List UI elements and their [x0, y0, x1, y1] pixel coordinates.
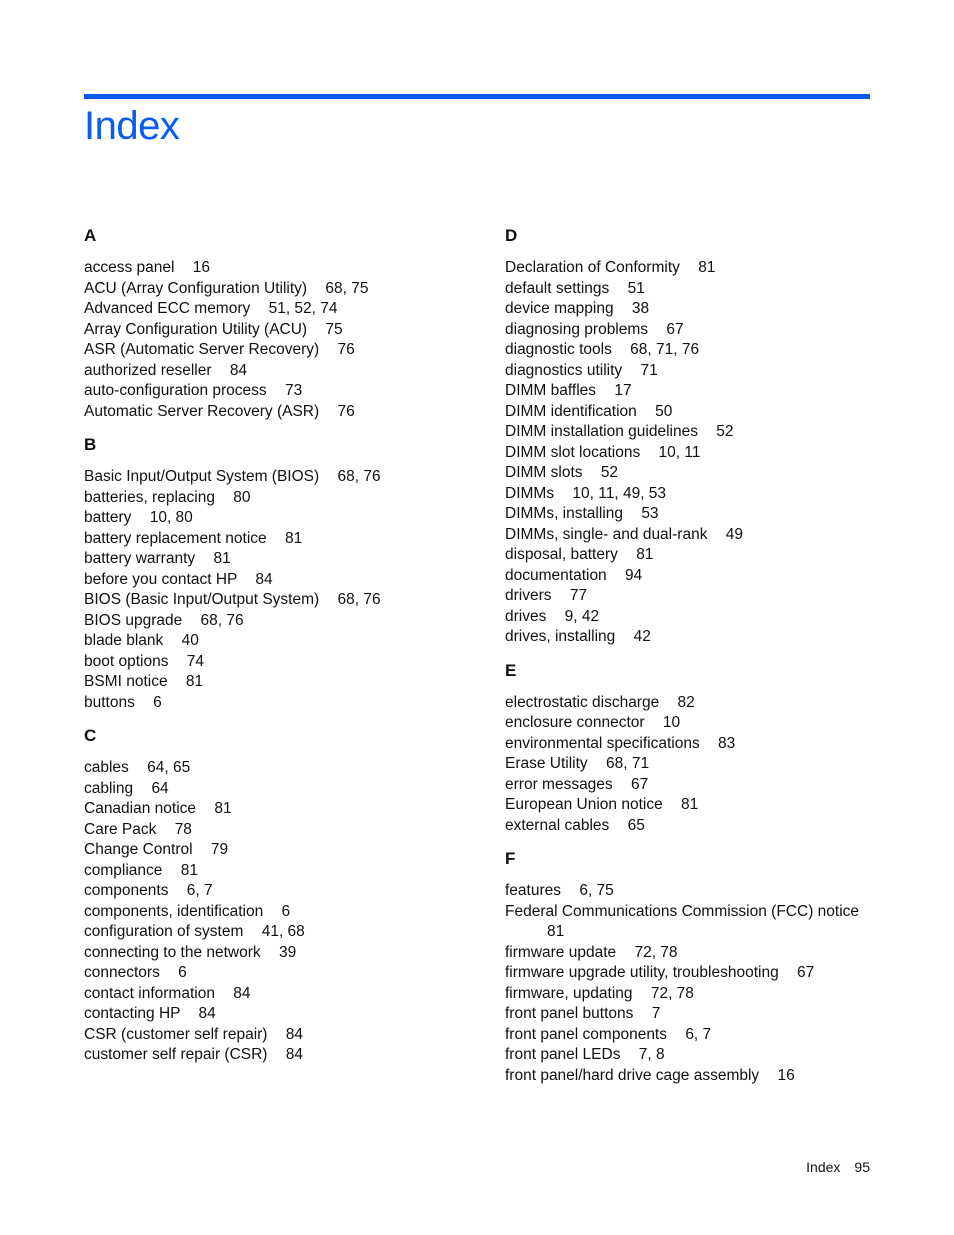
index-term: diagnostic tools	[505, 341, 612, 358]
index-entry	[84, 320, 464, 341]
index-entry	[505, 566, 875, 587]
index-entry	[505, 586, 875, 607]
index-entry	[505, 775, 875, 796]
index-term: CSR (customer self repair)	[84, 1025, 268, 1043]
index-term: disposal, battery	[505, 546, 618, 563]
page-refs: 79	[210, 841, 229, 858]
page-refs: 6, 75	[579, 882, 614, 899]
page-refs: 50	[655, 402, 673, 420]
index-term: Change Control	[84, 841, 193, 858]
page-refs: 51, 52, 74	[268, 300, 338, 317]
index-entry	[84, 488, 464, 509]
index-column-right	[505, 222, 875, 1099]
index-term: DIMM identification	[505, 402, 637, 420]
page-refs: 10, 80	[149, 509, 193, 526]
index-entry	[505, 504, 875, 525]
index-term: components	[84, 882, 169, 899]
page-refs: 72, 78	[650, 984, 694, 1002]
page-refs: 7	[651, 1005, 661, 1022]
footer-label: Index	[806, 1159, 841, 1175]
index-term: enclosure connector	[505, 714, 645, 731]
page-refs: 42	[633, 628, 651, 645]
page-refs: 6, 7	[186, 882, 213, 899]
section-letter: F	[505, 849, 516, 868]
page-refs: 40	[181, 632, 199, 649]
index-entry	[505, 627, 875, 648]
index-term: battery	[84, 509, 132, 526]
page-refs: 83	[718, 734, 736, 752]
index-term: DIMM installation guidelines	[505, 423, 698, 440]
page-refs: 81	[636, 546, 654, 563]
index-entry	[84, 840, 464, 861]
index-term: drives, installing	[505, 628, 616, 645]
index-entry	[505, 463, 875, 484]
index-term: Care Pack	[84, 820, 157, 838]
index-entry	[84, 529, 464, 550]
index-entry	[505, 525, 875, 546]
section-letter: C	[84, 726, 97, 745]
index-entry	[84, 299, 464, 320]
index-entry	[505, 484, 875, 505]
index-term: error messages	[505, 775, 613, 793]
page-refs: 6	[281, 902, 291, 920]
page-refs: 9, 42	[564, 607, 600, 625]
page-refs: 94	[625, 566, 643, 584]
index-term: front panel buttons	[505, 1005, 634, 1022]
page-footer	[806, 1158, 870, 1176]
index-term: Array Configuration Utility (ACU)	[84, 320, 308, 338]
index-term: electrostatic discharge	[505, 693, 660, 711]
index-entry	[84, 881, 464, 902]
page-refs: 72, 78	[634, 943, 678, 961]
index-entry	[505, 402, 875, 423]
index-term: battery warranty	[84, 550, 196, 567]
index-entry	[505, 1066, 875, 1087]
index-entry	[84, 549, 464, 570]
page-number: 95	[854, 1159, 870, 1175]
page-refs: 6, 7	[685, 1025, 712, 1043]
index-term: connecting to the network	[84, 943, 261, 961]
index-entry	[505, 902, 875, 943]
page-refs: 16	[192, 259, 211, 276]
page-refs: 6	[153, 693, 162, 711]
index-term: BSMI notice	[84, 673, 168, 690]
index-entry	[84, 693, 464, 714]
index-entry	[84, 570, 464, 591]
index-entry	[84, 631, 464, 652]
index-entry	[505, 381, 875, 402]
index-entry	[505, 1025, 875, 1046]
index-term: DIMM slot locations	[505, 443, 641, 461]
index-entry	[84, 820, 464, 841]
page-refs: 84	[255, 570, 273, 588]
index-entry	[505, 361, 875, 382]
index-term: contact information	[84, 984, 215, 1002]
index-term: diagnostics utility	[505, 361, 623, 379]
index-entry	[505, 984, 875, 1005]
index-term: front panel/hard drive cage assembly	[505, 1066, 760, 1084]
index-entry	[84, 361, 464, 382]
index-term: cabling	[84, 779, 134, 797]
index-term: authorized reseller	[84, 361, 212, 379]
page-refs: 6	[178, 964, 187, 981]
index-entry	[84, 758, 464, 779]
index-term: diagnosing problems	[505, 320, 649, 338]
title-rule	[84, 94, 870, 99]
page-refs: 67	[666, 320, 684, 338]
page-refs: 82	[677, 693, 695, 711]
page-refs: 68, 76	[200, 611, 244, 629]
page-refs: 38	[631, 300, 650, 317]
index-column-left	[84, 222, 464, 1079]
index-term: front panel LEDs	[505, 1046, 621, 1063]
page-refs: 17	[614, 382, 632, 399]
index-term: before you contact HP	[84, 570, 238, 588]
page-refs: 10, 11, 49, 53	[572, 484, 667, 502]
index-entry	[505, 754, 875, 775]
index-term: documentation	[505, 566, 607, 584]
index-entry	[505, 422, 875, 443]
page-refs: 84	[198, 1005, 216, 1022]
index-entry	[84, 508, 464, 529]
page-refs: 67	[797, 964, 815, 981]
index-entry	[505, 816, 875, 837]
index-term: components, identification	[84, 902, 264, 920]
index-entry	[84, 590, 464, 611]
index-term: Automatic Server Recovery (ASR)	[84, 402, 320, 420]
page-refs: 52	[716, 423, 734, 440]
index-section-b	[84, 435, 464, 713]
page-title: Index	[84, 104, 180, 148]
index-entry	[505, 299, 875, 320]
index-entry	[84, 1025, 464, 1046]
index-entry	[505, 881, 875, 902]
index-entry	[84, 467, 464, 488]
page-refs: 81	[547, 923, 565, 940]
page-refs: 68, 71, 76	[630, 341, 700, 358]
index-term: Declaration of Conformity	[505, 259, 680, 276]
index-term: device mapping	[505, 300, 614, 317]
index-entry	[505, 258, 875, 279]
index-section-d	[505, 226, 875, 648]
page-refs: 68, 71	[606, 755, 650, 772]
index-entry	[84, 672, 464, 693]
index-entry	[84, 902, 464, 923]
index-entry	[505, 963, 875, 984]
section-letter: D	[505, 226, 518, 245]
page-refs: 10	[662, 714, 681, 731]
index-section-f	[505, 849, 875, 1086]
index-entry	[505, 443, 875, 464]
page-refs: 52	[600, 464, 619, 481]
index-entry	[84, 611, 464, 632]
index-entry	[84, 652, 464, 673]
index-term: front panel components	[505, 1025, 667, 1043]
index-term: batteries, replacing	[84, 488, 215, 506]
index-term: firmware, updating	[505, 984, 633, 1002]
index-entry	[505, 607, 875, 628]
page-refs: 68, 76	[337, 468, 381, 485]
page-refs: 49	[725, 525, 744, 543]
index-entry	[84, 402, 464, 423]
page-refs: 81	[213, 550, 231, 567]
page-refs: 41, 68	[261, 923, 305, 940]
index-term: firmware update	[505, 943, 617, 961]
index-term: DIMMs, single- and dual-rank	[505, 525, 708, 543]
section-letter: B	[84, 435, 97, 454]
index-term: boot options	[84, 652, 169, 670]
index-entry	[84, 943, 464, 964]
index-term: firmware upgrade utility, troubleshooting	[505, 964, 779, 981]
page-refs: 84	[285, 1025, 304, 1043]
page-refs: 64	[151, 779, 169, 797]
index-section-a	[84, 226, 464, 422]
page-refs: 84	[285, 1046, 304, 1063]
index-term: auto-configuration process	[84, 382, 267, 399]
index-term: cables	[84, 759, 129, 776]
index-entry	[84, 1045, 464, 1066]
index-term: connectors	[84, 964, 160, 981]
index-entry	[505, 693, 875, 714]
page-refs: 77	[569, 587, 588, 604]
index-term: drivers	[505, 587, 552, 604]
page-refs: 10, 11	[658, 443, 701, 461]
index-entry	[84, 279, 464, 300]
index-term: blade blank	[84, 632, 164, 649]
index-term: European Union notice	[505, 796, 663, 813]
index-entry	[84, 799, 464, 820]
index-entry	[505, 279, 875, 300]
index-term: ASR (Automatic Server Recovery)	[84, 341, 320, 358]
index-entry	[84, 861, 464, 882]
page-refs: 68, 75	[325, 279, 369, 297]
index-term: buttons	[84, 693, 135, 711]
index-term: access panel	[84, 259, 175, 276]
page-refs: 71	[640, 361, 658, 379]
index-entry	[505, 734, 875, 755]
index-entry	[505, 545, 875, 566]
index-term: DIMMs	[505, 484, 555, 502]
index-term: compliance	[84, 861, 163, 879]
index-term: BIOS upgrade	[84, 611, 183, 629]
index-term: environmental specifications	[505, 734, 700, 752]
index-term: default settings	[505, 279, 610, 297]
index-term: Federal Communications Commission (FCC) notice	[505, 902, 860, 920]
page-refs: 76	[337, 341, 355, 358]
index-entry	[505, 340, 875, 361]
page-refs: 65	[627, 816, 645, 834]
page-refs: 68, 76	[337, 591, 381, 608]
index-term: contacting HP	[84, 1005, 181, 1022]
index-term: DIMM baffles	[505, 382, 597, 399]
index-entry	[84, 779, 464, 800]
index-entry	[84, 984, 464, 1005]
index-term: Advanced ECC memory	[84, 300, 251, 317]
page-refs: 64, 65	[147, 759, 191, 776]
index-term: configuration of system	[84, 923, 244, 940]
page-refs: 81	[698, 259, 716, 276]
index-section-e	[505, 661, 875, 837]
page-refs: 81	[284, 529, 303, 547]
index-entry	[505, 943, 875, 964]
page-refs: 74	[186, 652, 205, 670]
index-entry	[84, 963, 464, 984]
index-term: Basic Input/Output System (BIOS)	[84, 468, 320, 485]
index-term: features	[505, 882, 562, 899]
section-letter: A	[84, 226, 97, 245]
index-term: Erase Utility	[505, 755, 588, 772]
index-term: ACU (Array Configuration Utility)	[84, 279, 308, 297]
index-entry	[505, 1045, 875, 1066]
index-term: battery replacement notice	[84, 529, 267, 547]
page-refs: 81	[185, 673, 204, 690]
page-refs: 80	[233, 488, 251, 506]
index-entry	[505, 1004, 875, 1025]
index-term: DIMM slots	[505, 464, 583, 481]
page-refs: 39	[278, 943, 297, 961]
index-entry	[505, 713, 875, 734]
page-refs: 53	[641, 505, 659, 522]
index-term: BIOS (Basic Input/Output System)	[84, 591, 320, 608]
section-letter: E	[505, 660, 517, 680]
page-refs: 16	[777, 1066, 795, 1084]
index-entry	[505, 320, 875, 341]
page-refs: 84	[229, 361, 248, 379]
page-refs: 51	[627, 279, 645, 297]
page-refs: 81	[180, 861, 198, 879]
index-entry	[84, 258, 464, 279]
page-refs: 81	[214, 800, 232, 817]
page-refs: 78	[174, 820, 192, 838]
index-term: external cables	[505, 816, 610, 834]
page-refs: 81	[681, 796, 699, 813]
index-term: drives	[505, 607, 547, 625]
page-refs: 84	[233, 984, 251, 1002]
index-section-c	[84, 726, 464, 1066]
index-entry	[505, 795, 875, 816]
index-entry	[84, 1004, 464, 1025]
page-refs: 75	[325, 320, 343, 338]
index-entry	[84, 922, 464, 943]
page-refs: 73	[284, 382, 303, 399]
page-refs: 7, 8	[638, 1046, 665, 1063]
index-term: customer self repair (CSR)	[84, 1046, 268, 1063]
index-entry	[84, 340, 464, 361]
index-term: Canadian notice	[84, 800, 197, 817]
page-refs: 67	[631, 775, 649, 793]
index-entry	[84, 381, 464, 402]
page-refs: 76	[337, 402, 355, 420]
index-term: DIMMs, installing	[505, 505, 623, 522]
